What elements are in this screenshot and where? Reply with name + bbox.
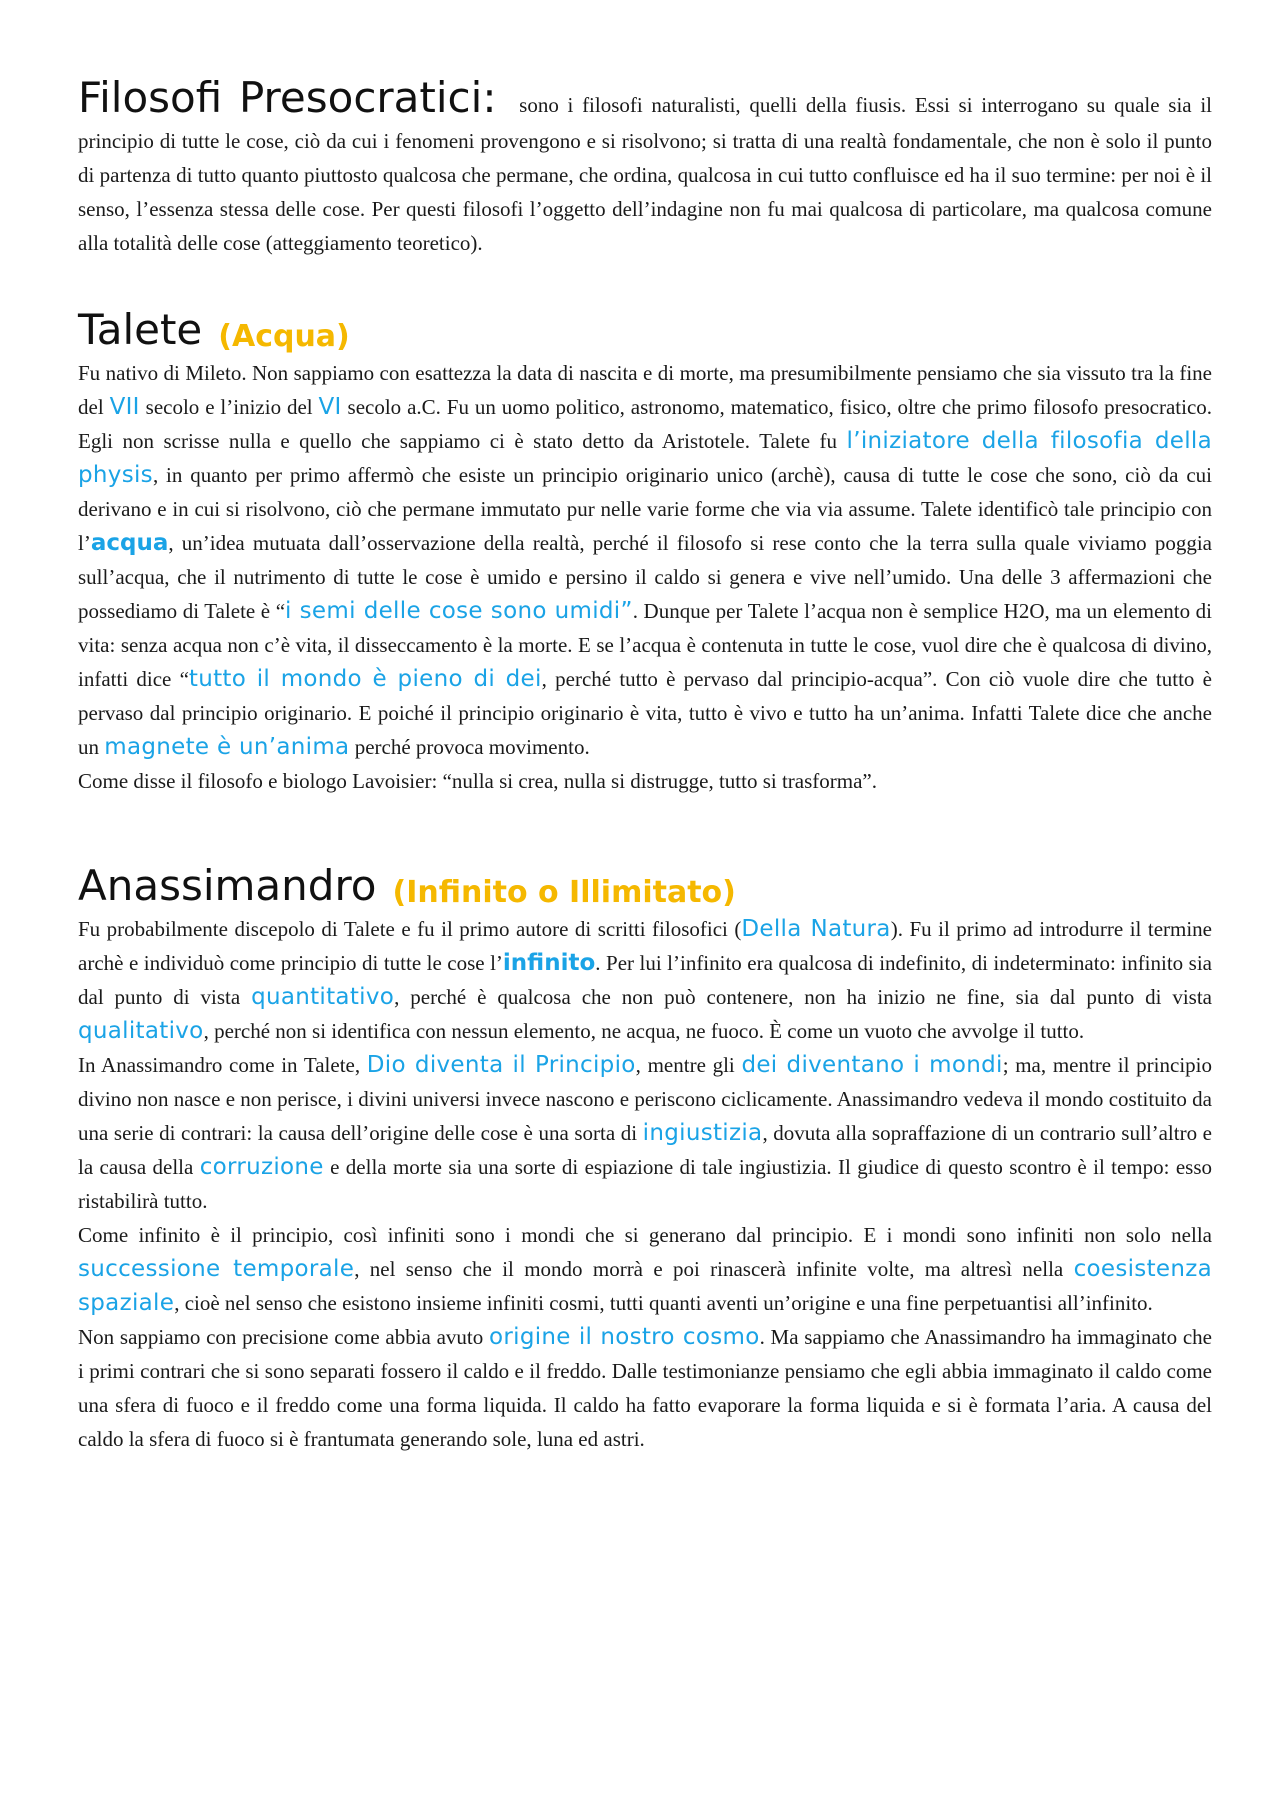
anassimandro-subtitle: (Infinito o Illimitato) [392,875,736,910]
text-run: ). Fu il primo ad introdurre il termine archè e individuò come principio di tutte le cose l’ [78,917,1213,975]
highlight-successione: successione temporale [78,1256,355,1282]
intro-section [78,72,1212,260]
talete-paragraph-1 [78,356,1212,764]
text-run: Non sappiamo con precisione come abbia avuto [78,1325,490,1349]
text-run: e della morte sia una sorte di espiazione di tale ingiustizia. Il giudice di questo scontro è il tempo: esso ristabilirà tutto. [78,1155,1212,1213]
text-run: secolo e l’inizio del [139,395,319,419]
text-run: ; ma, mentre il principio divino non nasce e non perisce, i divini universi invece nascono e periscono ciclicamente. Anassimandro vedeva il mondo costituito da una serie di contrari: la causa dell’origine delle cose è una sorta di [78,1053,1212,1145]
anassimandro-paragraph-2 [78,1048,1212,1218]
intro-paragraph [78,72,1212,260]
text-run: secolo a.C. Fu un uomo politico, astronomo, matematico, fisico, oltre che primo filosofo presocratico. Egli non scrisse nulla e quello che sappiamo ci è stato detto da Aristotele. Talete fu [78,395,1213,453]
text-run: Come infinito è il principio, così infiniti sono i mondi che si generano dal principio. E i mondi sono infiniti non solo nella [78,1223,1212,1247]
highlight-dei-mondi: dei diventano i mondi [741,1052,1003,1078]
anassimandro-paragraph-1 [78,912,1212,1048]
text-run: , cioè nel senso che esistono insieme infiniti cosmi, tutti quanti aventi un’origine e una fine perpetuantisi all’infinito. [174,1291,1153,1315]
talete-title: Talete [78,305,203,354]
anassimandro-paragraph-3 [78,1218,1212,1320]
anassimandro-heading [78,846,1212,912]
text-run: , dovuta alla sopraffazione di un contrario sull’altro e la causa della [78,1121,1212,1179]
text-run: In Anassimandro come in Talete, [78,1053,367,1077]
text-run: , un’idea mutuata dall’osservazione della realtà, perché il filosofo si rese conto che la terra sulla quale viviamo poggia sull’acqua, che il nutrimento di tutte le cose è umido e persino il caldo si genera e vive nell’umido. Una delle 3 affermazioni che possediamo di Talete è “ [78,531,1212,623]
intro-text: sono i filosofi naturalisti, quelli della fiusis. Essi si interrogano su quale sia il principio di tutte le cose, ciò da cui i fenomeni provengono e si risolvono; si tratta di una realtà fondamentale, che non è solo il punto di partenza di tutto quanto piuttosto qualcosa che permane, che ordina, qualcosa in cui tutto confluisce ed ha il suo termine: per noi è il senso, l’essenza stessa delle cose. Per questi filosofi l’oggetto dell’indagine non fu mai qualcosa di particolare, ma qualcosa comune alla totalità delle cose (atteggiamento teoretico). [78,93,1212,255]
highlight-vii: VII [109,394,140,420]
talete-heading [78,290,1212,356]
text-run: perché provoca movimento. [349,735,590,759]
talete-subtitle: (Acqua) [218,319,350,354]
anassimandro-section [78,846,1212,1456]
highlight-dio-principio: Dio diventa il Principio [366,1052,636,1078]
text-run: . Ma sappiamo che Anassimandro ha immaginato che i primi contrari che si sono separati fossero il caldo e il freddo. Dalle testimonianze pensiamo che egli abbia immaginato il caldo come una sfera di fuoco e il freddo come una forma liquida. Il caldo ha fatto evaporare la forma liquida e si è formata l’aria. A causa del caldo la sfera di fuoco si è frantumata generando sole, luna ed astri. [78,1325,1212,1451]
text-run: . Per lui l’infinito era qualcosa di indefinito, di indeterminato: infinito sia dal punto di vista [78,951,1213,1009]
document-page [78,72,1212,1456]
highlight-vi: VI [318,394,342,420]
text-run: Fu probabilmente discepolo di Talete e fu il primo autore di scritti filosofici ( [78,917,742,941]
anassimandro-paragraph-4 [78,1320,1212,1456]
highlight-semi: i semi delle cose sono umidi” [285,598,633,624]
highlight-qualitativo: qualitativo [78,1018,204,1044]
text-run: Fu nativo di Mileto. Non sappiamo con esattezza la data di nascita e di morte, ma presumibilmente pensiamo che sia vissuto tra la fine del [78,361,1212,419]
text-run: , perché è qualcosa che non può contenere, non ha inizio ne fine, sia dal punto di vista [394,985,1212,1009]
highlight-acqua: acqua [90,530,169,556]
highlight-infinito: infinito [502,950,596,976]
text-run: . Dunque per Talete l’acqua non è semplice H2O, ma un elemento di vita: senza acqua non c’è vita, il disseccamento è la morte. E se l’acqua è contenuta in tutte le cose, vuol dire che è qualcosa di divino, infatti dice “ [78,599,1212,691]
text-run: , nel senso che il mondo morrà e poi rinascerà infinite volte, ma altresì nella [354,1257,1074,1281]
anassimandro-title: Anassimandro [78,861,377,910]
highlight-ingiustizia: ingiustizia [642,1120,763,1146]
text-run: , perché tutto è pervaso dal principio-acqua”. Con ciò vuole dire che tutto è pervaso dal principio originario. E poiché il principio originario è vita, tutto è vivo e tutto ha un’anima. Infatti Talete dice che anche un [78,667,1212,759]
text-run: , perché non si identifica con nessun elemento, ne acqua, ne fuoco. È come un vuoto che avvolge il tutto. [203,1019,1085,1043]
highlight-corruzione: corruzione [199,1154,324,1180]
highlight-iniziatore: l’iniziatore della filosofia della physis [78,428,1212,488]
highlight-dei: tutto il mondo è pieno di dei [188,666,542,692]
talete-section [78,290,1212,798]
highlight-coesistenza: coesistenza spaziale [78,1256,1212,1316]
talete-paragraph-2: Come disse il filosofo e biologo Lavoisier: “nulla si crea, nulla si distrugge, tutto si trasforma”. [78,769,878,793]
highlight-della-natura: Della Natura [741,916,891,942]
highlight-origine-cosmo: origine il nostro cosmo [489,1324,760,1350]
text-run: , mentre gli [635,1053,742,1077]
highlight-magnete: magnete è un’anima [104,734,350,760]
highlight-quantitativo: quantitativo [251,984,395,1010]
text-run: , in quanto per primo affermò che esiste un principio originario unico (archè), causa di tutte le cose che sono, ciò da cui derivano e in cui si risolvono, ciò che permane immutato pur nelle varie forme che via via assume. Talete identificò tale principio con l’ [78,463,1212,555]
intro-title: Filosofi Presocratici: [78,73,497,122]
